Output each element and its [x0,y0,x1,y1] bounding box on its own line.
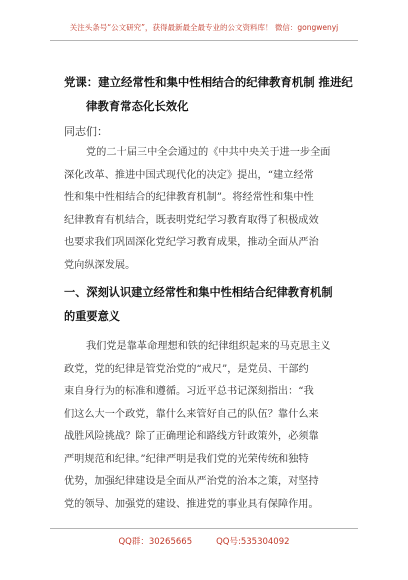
paragraph-line: 战胜风险挑战？除了正确理论和路线方针政策外，必须靠 [64,431,319,442]
section-paragraph [64,336,354,516]
intro-paragraph [64,142,354,277]
footer-qq-number: QQ号:535304092 [216,537,290,547]
paragraph-line: 们这么大一个政党，靠什么来管好自己的队伍？靠什么来 [64,408,319,420]
paragraph-line: 党的二十届三中全会通过的《中共中央关于进一步全面 [86,147,331,158]
document-title [64,70,360,118]
paragraph-line: 严明规范和纪律。”纪律严明是我们党的光荣传统和独特 [64,453,309,465]
paragraph-line: 性和集中性相结合的纪律教育机制”。将经常性和集中性 [64,192,314,203]
paragraph-line: 优势，加强纪律建设是全面从严治党的治本之策，对坚持 [64,476,319,487]
footer-divider [50,528,358,529]
header-divider [50,40,358,41]
paragraph-line: 深化改革、推进中国式现代化的决定》提出，“建立经常 [64,169,314,181]
heading-line: 一、深刻认识建立经常性和集中性相结合纪律教育机制 [64,285,333,299]
title-line: 党课：建立经常性和集中性相结合的纪律教育机制 推进纪 [64,75,353,89]
salutation: 同志们： [64,125,108,138]
paragraph-line: 束自身行为的标准和遵循。习近平总书记深刻指出：“我 [64,386,314,397]
paragraph-line: 党向纵深发展。 [64,259,136,271]
title-line: 律教育常态化长效化 [86,99,189,113]
paragraph-line: 也要求我们巩固深化党纪学习教育成果，推动全面从严治 [64,237,319,248]
footer-qq-group: QQ群：30265665 [118,537,193,547]
header-promo-note: 关注头条号“公文研究”，获得最新最全最专业的公文资料库！ 微信：gongwenyj [69,23,339,32]
paragraph-line: 党的领导、加强党的建设、推进党的事业具有保障作用。 [64,498,319,510]
footer-contact [0,535,408,547]
heading-line: 的重要意义 [64,309,120,323]
section-heading [64,280,360,328]
paragraph-line: 纪律教育有机结合，既表明党纪学习教育取得了积极成效 [64,214,319,226]
paragraph-line: 我们党是靠革命理想和铁的纪律组织起来的马克思主义 [86,341,331,352]
paragraph-line: 政党，党的纪律是管党治党的“戒尺”，是党员、干部约 [64,363,309,375]
